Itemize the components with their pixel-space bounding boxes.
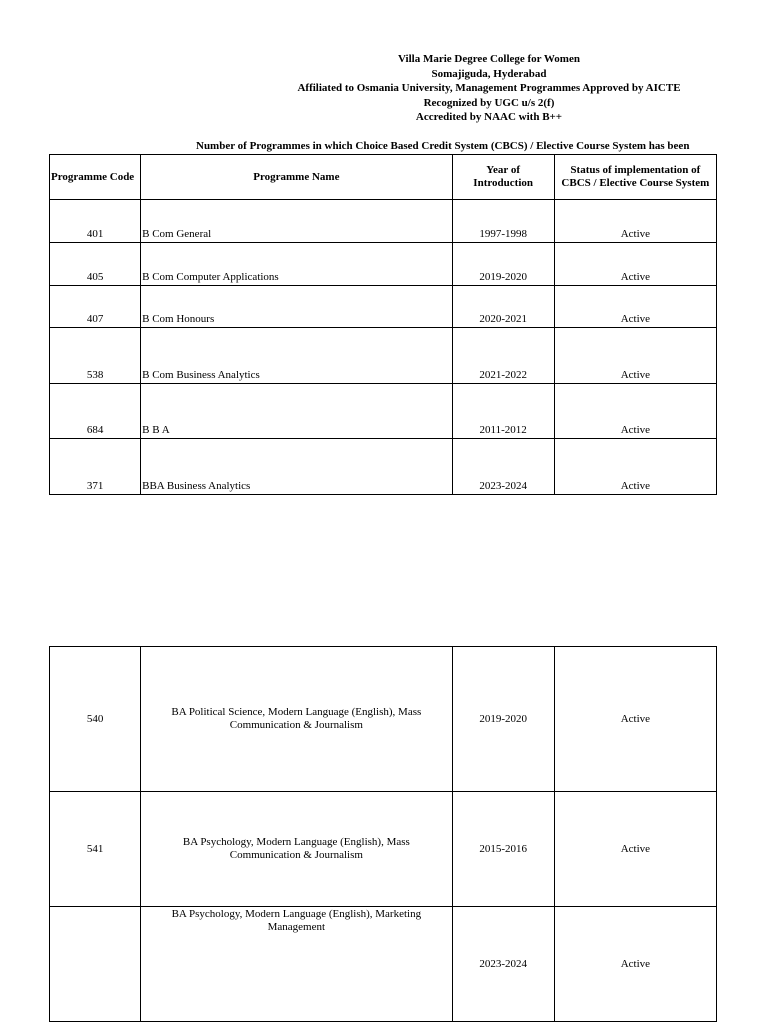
year-cell: 2020-2021	[452, 286, 554, 328]
status-cell: Active	[554, 286, 716, 328]
table-row	[50, 243, 717, 286]
header-status-line1: Status of implementation of	[570, 164, 701, 176]
year-cell: 2015-2016	[452, 792, 554, 907]
programmes-table	[49, 154, 717, 495]
programme-code-cell: 538	[50, 328, 141, 384]
status-cell: Active	[554, 647, 716, 792]
table-title: Number of Programmes in which Choice Based Credit System (CBCS) / Elective Course System has been	[196, 140, 690, 152]
table-row	[50, 328, 717, 384]
programme-code-cell: 401	[50, 200, 141, 243]
status-cell: Active	[554, 907, 716, 1022]
college-location: Somajiguda, Hyderabad	[431, 67, 547, 80]
header-status-line2: CBCS / Elective Course System	[561, 177, 710, 189]
year-cell: 2023-2024	[452, 439, 554, 495]
college-header	[264, 52, 714, 125]
programme-code-cell: 541	[50, 792, 141, 907]
programme-name-cell: BA Psychology, Modern Language (English), Mass Communication & Journalism	[141, 792, 452, 907]
header-programme-code: Programme Code	[50, 155, 141, 200]
programme-name-cell: BA Psychology, Modern Language (English), Marketing Management	[141, 907, 452, 1022]
table-row	[50, 286, 717, 328]
table-header-row	[50, 155, 717, 200]
status-cell: Active	[554, 328, 716, 384]
status-cell: Active	[554, 792, 716, 907]
year-cell: 2021-2022	[452, 328, 554, 384]
year-cell: 2019-2020	[452, 243, 554, 286]
table-row	[50, 792, 717, 907]
programme-name-cell: B Com Honours	[141, 286, 452, 328]
table-row	[50, 907, 717, 1022]
year-cell: 2023-2024	[452, 907, 554, 1022]
header-year-line1: Year of	[486, 164, 520, 176]
header-status	[554, 155, 716, 200]
programme-code-cell: 540	[50, 647, 141, 792]
status-cell: Active	[554, 384, 716, 439]
year-cell: 2019-2020	[452, 647, 554, 792]
programme-name-cell: BA Political Science, Modern Language (English), Mass Communication & Journalism	[141, 647, 452, 792]
programme-code-cell: 407	[50, 286, 141, 328]
status-cell: Active	[554, 243, 716, 286]
status-cell: Active	[554, 200, 716, 243]
college-recognition: Recognized by UGC u/s 2(f)	[423, 96, 555, 109]
programme-code-cell: 371	[50, 439, 141, 495]
table-row	[50, 439, 717, 495]
programme-name-cell: B Com Computer Applications	[141, 243, 452, 286]
header-year-of-introduction	[452, 155, 554, 200]
table-row	[50, 384, 717, 439]
table-row	[50, 200, 717, 243]
year-cell: 1997-1998	[452, 200, 554, 243]
programme-name-cell: B Com General	[141, 200, 452, 243]
college-accreditation: Accredited by NAAC with B++	[415, 111, 563, 124]
programme-code-cell	[50, 907, 141, 1022]
table-row	[50, 647, 717, 792]
status-cell: Active	[554, 439, 716, 495]
programme-name-cell: BBA Business Analytics	[141, 439, 452, 495]
college-name: Villa Marie Degree College for Women	[398, 53, 580, 65]
header-programme-name: Programme Name	[141, 155, 452, 200]
header-year-line2: Introduction	[473, 177, 533, 189]
programme-code-cell: 405	[50, 243, 141, 286]
programme-name-cell: B B A	[141, 384, 452, 439]
year-cell: 2011-2012	[452, 384, 554, 439]
programmes-table-continued	[49, 646, 717, 1022]
programme-code-cell: 684	[50, 384, 141, 439]
programme-name-cell: B Com Business Analytics	[141, 328, 452, 384]
college-affiliation: Affiliated to Osmania University, Management Programmes Approved by AICTE	[297, 82, 681, 95]
